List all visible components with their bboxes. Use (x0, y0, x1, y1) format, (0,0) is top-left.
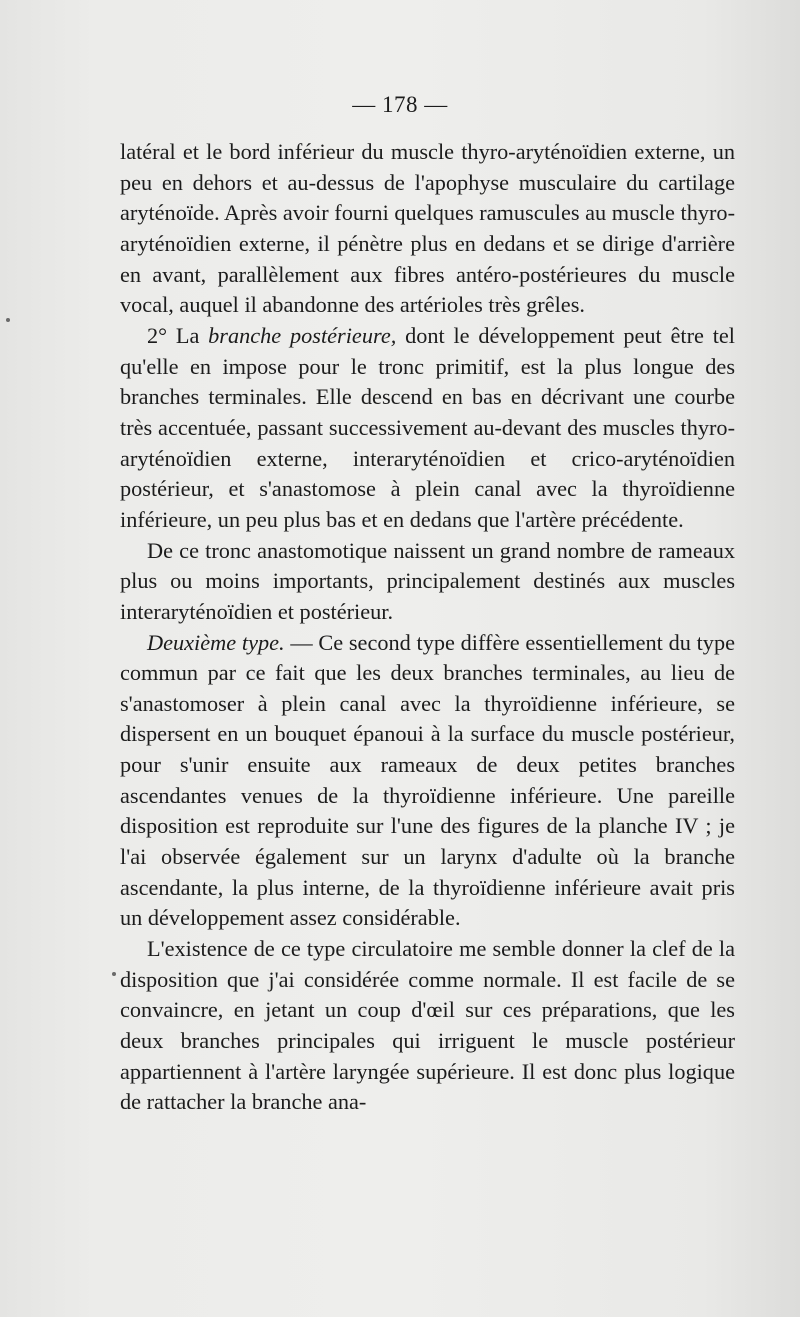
paragraph-continuation (120, 137, 735, 321)
paragraph-anastomotic-trunk (120, 536, 735, 628)
paragraph-emphasis: branche postérieure, (208, 322, 397, 348)
paragraph-text: L'existence de ce type circulatoire me semble donner la clef de la disposition que j'ai considérée comme normale. Il est facile de se convaincre, en jetant un coup d'œil sur ces préparations, que les deux branches principales qui irriguent le muscle postérieur appartiennent à l'artère laryngée supérieure. Il est donc plus logique de rattacher la branche ana- (120, 936, 735, 1115)
paragraph-posterior-branch (120, 321, 735, 536)
paragraph-circulatory-type (120, 934, 735, 1118)
paragraph-text: latéral et le bord inférieur du muscle thyro-aryténoïdien externe, un peu en dehors et au-dessus de l'apophyse musculaire du cartilage aryténoïde. Après avoir fourni quelques ramuscules au muscle thyro-aryténoïdien externe, il pénètre plus en dedans et se dirige d'arrière en avant, parallèlement aux fibres antéro-postérieures du muscle vocal, auquel il abandonne des artérioles très grêles. (120, 139, 735, 318)
paragraph-emphasis: Deuxième type. (147, 629, 285, 655)
paragraph-text: De ce tronc anastomotique naissent un grand nombre de rameaux plus ou moins importants, principalement destinés aux muscles interaryténoïdien et postérieur. (120, 537, 735, 624)
paragraph-lead: 2° La (147, 322, 209, 348)
scan-speck (112, 972, 116, 976)
paragraph-text: dont le développement peut être tel qu'elle en impose pour le tronc primitif, est la plus longue des branches terminales. Elle descend en bas en décrivant une courbe très accentuée, passant successivement au-devant des muscles thyro-aryténoïdien externe, interaryténoïdien et crico-aryténoïdien postérieur, et s'anastomose à plein canal avec la thyroïdienne inférieure, un peu plus bas et en dedans que l'artère précédente. (120, 322, 735, 532)
paragraph-second-type (120, 628, 735, 935)
body-text (120, 137, 735, 1118)
scan-speck (6, 318, 10, 322)
page-number: — 178 — (352, 92, 448, 117)
paragraph-text: — Ce second type diffère essentiellement du type commun par ce fait que les deux branches terminales, au lieu de s'anastomoser à plein canal avec la thyroïdienne inférieure, se dispersent en un bouquet épanoui à la surface du muscle postérieur, pour s'unir ensuite aux rameaux de deux petites branches ascendantes venues de la thyroïdienne inférieure. Une pareille disposition est reproduite sur l'une des figures de la planche IV ; je l'ai observée également sur un larynx d'adulte où la branche ascendante, la plus interne, de la thyroïdienne inférieure avait pris un développement assez considérable. (120, 629, 736, 931)
